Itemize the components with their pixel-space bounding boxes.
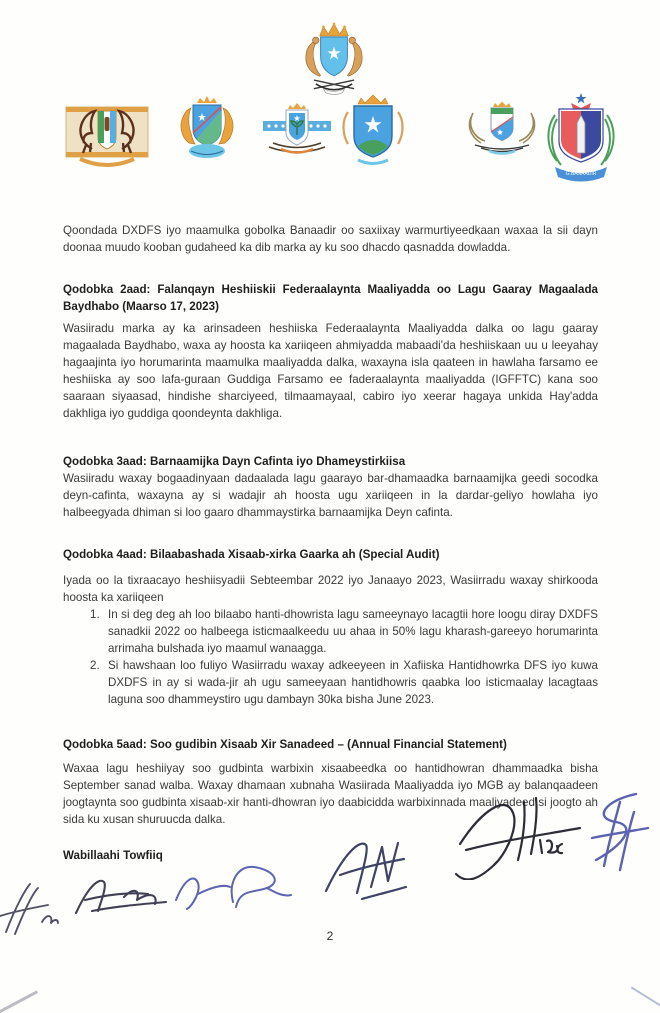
- paragraph-4-intro: Iyada oo la tixraacayo heshiisyadii Sebteembar 2022 iyo Janaayo 2023, Wasiirradu waxay shirkooda hoosta ka xariiqeen: [63, 574, 598, 604]
- state-emblem-star-shield-icon: [334, 94, 412, 174]
- list-item-number: 2.: [90, 659, 100, 672]
- paragraph-2: Wasiiradu marka ay ka arinsadeen heshiiska Federaalaynta Maaliyadda dalka oo lagu gaaray magaalada Baydhabo, waxa ay hoosta ka xariiqeen ahmiyadda mabaadi'da heshiiskaan uu u leeyahay hagaajinta iyo horumarinta maamulka maaliyadda dalka, waxayna isla qaateen in hawlaha farsamo ee heshiiska ay soo lafa-guraan Guddiga Farsamo ee faderaalaynta maaliyadda (IGFFTC) kana soo saaraan siyaasad, hindishe sharciyeed, tilmaamayaal, cabiro iyo xeerar hagaya unkida Hay'adda dakhliga iyo guddiga qoondeynta dakhliga.: [63, 322, 598, 420]
- signature-icon: [68, 873, 176, 919]
- list-item-text: Si hawshaan loo fuliyo Wasiirradu waxay adkeeyeen in Xafiiska Hantidhowrka DFS iyo kuwa DXDFS in ay si wada-jir ah ugu sameeyaan hantidhowris qaabka loo isticmaalay lacagtaas laguna soo dhammeystiro ugu dambayn 30ka bisha June 2023.: [108, 659, 598, 706]
- scan-artifact: [631, 986, 660, 1011]
- list-item: [63, 657, 598, 708]
- list-item-number: 1.: [90, 608, 100, 621]
- state-emblem-horses-icon: [62, 99, 152, 175]
- section-heading-2: Qodobka 2aad: Falanqayn Heshiiskii Federaalaynta Maaliyadda oo Lagu Gaaray Magaalada Baydhabo (Maarso 17, 2023): [63, 283, 598, 313]
- scan-artifact: [0, 990, 38, 1013]
- closing-phrase: Wabillaahi Towfiiq: [63, 849, 163, 862]
- state-emblem-banaadir-icon: [547, 91, 615, 187]
- state-emblem-tree-banner-icon: [261, 103, 333, 163]
- paragraph-1: Qoondada DXDFS iyo maamulka gobolka Banaadir oo saxiixay warmurtiyeedkaan waxaa la sii dayn doonaa muudo kooban gudaheed ka dib marka ay ku soo dhacdo qasnadda dowladda.: [63, 224, 598, 254]
- numbered-list: [63, 606, 598, 708]
- somalia-coat-of-arms-icon: [288, 20, 380, 98]
- state-emblem-lions-icon: [173, 95, 241, 171]
- banaadir-banner-text: G.BANAADIR: [565, 171, 597, 177]
- page-number: 2: [326, 929, 334, 943]
- document-body: [63, 222, 598, 864]
- list-item: [63, 606, 598, 657]
- section-heading-5: Qodobka 5aad: Soo gudibin Xisaab Xir Sanadeed – (Annual Financial Statement): [63, 738, 507, 751]
- section-heading-3: Qodobka 3aad: Barnaamijka Dayn Cafinta iyo Dhameystirkiisa: [63, 455, 406, 468]
- list-item-text: In si deg deg ah loo bilaabo hanti-dhowrista lagu sameeynayo lacagtii hore loogu diray DXDFS sanadkii 2022 oo halbeega isticmaalkeedu uu ahaa in 50% lagu kharash-gareeyo horumarinta arrimaha bulshada iyo maamul wanaagga.: [108, 608, 598, 655]
- section-heading-4: Qodobka 4aad: Bilaabashada Xisaab-xirka Gaarka ah (Special Audit): [63, 548, 440, 561]
- paragraph-5: Waxaa lagu heshiiyay soo gudbinta warbixin xisaabeedka oo hantidhowran dhammaadka bisha September sanad walba. Waxay dhamaan xubnaha Wasiirada Maaliyadda iyo MGB ay balanqaadeen joogtaynta soo gudbinta xisaab-xir hanti-dhowran iyo daabicidda warbixinnada maaliyadeed si joogto ah sida ku xusan shuruucda dalka.: [63, 762, 598, 826]
- state-emblem-branches-icon: [459, 101, 545, 157]
- signature-icon: [170, 860, 295, 915]
- paragraph-3: Wasiiradu waxay bogaadinyaan dadaalada lagu gaarayo bar-dhamaadka barnaamijka geedi socodka deyn-cafinta, waxayna ay si wadajir ah hoosta ugu xariiqeen in la dardar-geliyo howlaha iyo halbeegyada dhiman si loo gaaro dhammaystirka barnaamijka Deyn cafinta.: [63, 472, 598, 519]
